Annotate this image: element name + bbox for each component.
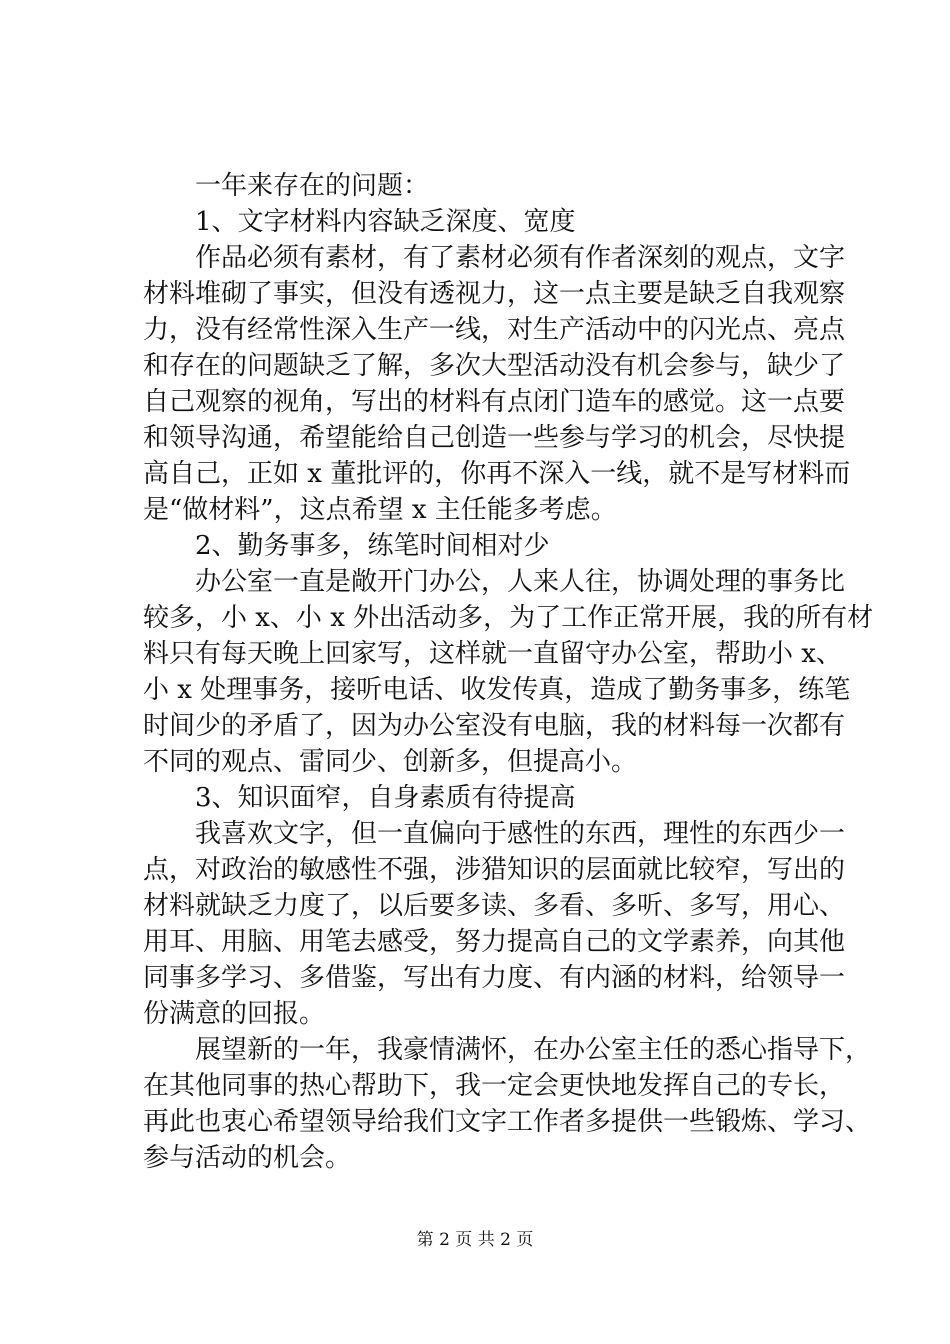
- text-line: 一年来存在的问题：: [143, 171, 430, 201]
- text-line: 高自己，正如 x 董批评的，你再不深入一线，就不是写材料而: [143, 459, 851, 489]
- section-heading: 3、知识面窄，自身素质有待提高: [143, 783, 576, 813]
- text-line: 展望新的一年，我豪情满怀，在办公室主任的悉心指导下，: [143, 1035, 872, 1065]
- text-line: 料只有每天晚上回家写，这样就一直留守办公室，帮助小 x、: [143, 639, 842, 669]
- text-line: 不同的观点、雷同少、创新多，但提高小。: [143, 747, 638, 777]
- text-line: 自己观察的视角，写出的材料有点闭门造车的感觉。这一点要: [143, 387, 846, 417]
- document-body: [143, 168, 874, 1176]
- text-line: 点，对政治的敏感性不强，涉猎知识的层面就比较窄，写出的: [143, 855, 846, 885]
- text-line: 我喜欢文字，但一直偏向于感性的东西，理性的东西少一: [143, 819, 846, 849]
- text-line: 参与活动的机会。: [143, 1143, 352, 1173]
- section-heading: 2、勤务事多，练笔时间相对少: [143, 531, 550, 561]
- page-number-footer: 第 2 页 共 2 页: [416, 1230, 534, 1250]
- text-line: 时间少的矛盾了，因为办公室没有电脑，我的材料每一次都有: [143, 711, 846, 741]
- section-heading: 1、文字材料内容缺乏深度、宽度: [143, 207, 576, 237]
- text-line: 在其他同事的热心帮助下，我一定会更快地发挥自己的专长，: [143, 1071, 846, 1101]
- text-line: 用耳、用脑、用笔去感受，努力提高自己的文学素养，向其他: [143, 927, 846, 957]
- text-line: 办公室一直是敞开门办公，人来人往，协调处理的事务比: [143, 567, 846, 597]
- text-line: 作品必须有素材，有了素材必须有作者深刻的观点，文字: [143, 243, 846, 273]
- text-line: 和存在的问题缺乏了解，多次大型活动没有机会参与，缺少了: [143, 351, 846, 381]
- text-line: 小 x 处理事务，接听电话、收发传真，造成了勤务事多，练笔: [143, 675, 851, 705]
- text-line: 较多，小 x、小 x 外出活动多，为了工作正常开展，我的所有材: [143, 603, 874, 633]
- text-line: 份满意的回报。: [143, 999, 326, 1029]
- text-line: 和领导沟通，希望能给自己创造一些参与学习的机会，尽快提: [143, 423, 846, 453]
- text-line: 同事多学习、多借鉴，写出有力度、有内涵的材料，给领导一: [143, 963, 846, 993]
- text-line: 材料堆砌了事实，但没有透视力，这一点主要是缺乏自我观察: [143, 279, 846, 309]
- text-line: 是“做材料”，这点希望 x 主任能多考虑。: [143, 495, 617, 525]
- text-line: 再此也衷心希望领导给我们文字工作者多提供一些锻炼、学习、: [143, 1107, 872, 1137]
- text-line: 材料就缺乏力度了，以后要多读、多看、多听、多写，用心、: [143, 891, 846, 921]
- text-line: 力，没有经常性深入生产一线，对生产活动中的闪光点、亮点: [143, 315, 846, 345]
